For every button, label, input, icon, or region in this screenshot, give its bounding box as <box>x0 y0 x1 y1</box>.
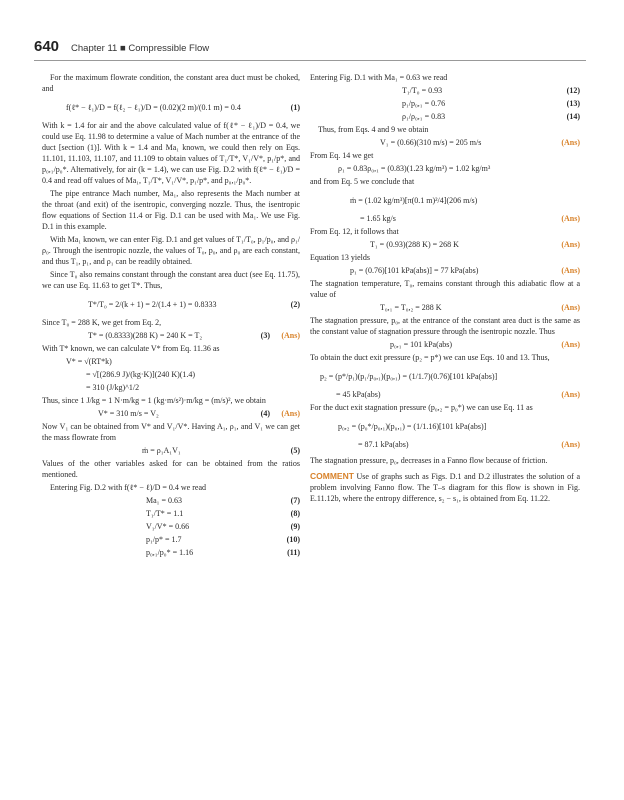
paragraph: To obtain the duct exit pressure (p₂ = p*) we can use Eqs. 10 and 13. Thus, <box>310 353 550 362</box>
equation-12: T₁/T₀ = 0.93 (12) <box>402 86 580 95</box>
equation-p2-result: = 45 kPa(abs) (Ans) <box>336 390 580 399</box>
paragraph: From Eq. 12, it follows that <box>310 227 399 236</box>
paragraph: and from Eq. 5 we conclude that <box>310 177 415 186</box>
paragraph: Thus, from Eqs. 4 and 9 we obtain <box>318 125 429 134</box>
equation-9: V₁/V* = 0.66 (9) <box>146 522 300 531</box>
equation-rho1: ρ₁ = 0.83ρ₀,₁ = (0.83)(1.23 kg/m³) = 1.02 kg/m³ <box>338 164 491 173</box>
equation-11: p₀,₁/p₀* = 1.16 (11) <box>146 548 300 557</box>
paragraph: Values of the other variables asked for can be obtained from the ratios mentioned. <box>42 459 300 479</box>
paragraph: The stagnation pressure, p₀, decreases in a Fanno flow because of friction. <box>310 456 548 465</box>
paragraph: With k = 1.4 for air and the above calculated value of f(ℓ* − ℓ₁)/D = 0.4, we could use Eq. 11.98 to determine a value of Mach number at the entrance of the duct [section (1)]. With k = 1.4 and Ma₁ known, we could then rely on Eqs. 11.101, 11.103, 11.107, and 11.109 to obtain values of T₁/T*, V₁/V*, p₁/p*, and p₀,₁/p₀*. Alternatively, for air (k = 1.4), we can use Fig. D.2 with f(ℓ* − ℓ₁)/D = 0.4 and read off values of Ma₁, T₁/T*, V₁/V*, p₁/p*, and p₀,₁/p₀*. <box>42 121 300 185</box>
page-number: 640 <box>34 38 60 55</box>
equation-p1: p₁ = (0.76)[101 kPa(abs)] = 77 kPa(abs) (Ans) <box>350 266 580 275</box>
equation-4c: = 310 (J/kg)^1/2 <box>86 383 140 392</box>
equation-10: p₁/p* = 1.7 (10) <box>146 535 300 544</box>
paragraph: With Ma₁ known, we can enter Fig. D.1 and get values of T₁/T₀, p₁/p₀, and ρ₁/ρ₀. Through the isentropic nozzle, the values of T₀, p₀, and ρ₀ are each constant, and thus T₁, p₁, and ρ₁ can be readily obtained. <box>42 235 300 266</box>
page-header <box>34 38 209 54</box>
equation-4a: V* = √(RT*k) <box>66 357 112 366</box>
equation-p02: p₀,₂ = (p₀*/p₀,₁)(p₀,₁) = (1/1.16)[101 kPa(abs)] <box>338 422 487 431</box>
equation-p01: p₀,₁ = 101 kPa(abs) (Ans) <box>390 340 580 349</box>
equation-t0: T₀,₁ = T₀,₂ = 288 K (Ans) <box>380 303 580 312</box>
equation-4b: = √[(286.9 J)/(kg·K)](240 K)(1.4) <box>86 370 196 379</box>
equation-mdot: ṁ = (1.02 kg/m³)[π(0.1 m)²/4](206 m/s) <box>350 196 478 205</box>
equation-2: T*/T₀ = 2/(k + 1) = 2/(1.4 + 1) = 0.8333 (2) <box>88 300 300 309</box>
paragraph: The stagnation temperature, T₀, remains constant through this adiabatic flow at a value of <box>310 279 580 299</box>
paragraph: The pipe entrance Mach number, Ma₁, also represents the Mach number at the throat (and exit) of the isentropic, converging nozzle. Thus, the isentropic flow equations of Section 11.4 or Fig. D.1 can be used with Ma₁. We use Fig. D.1 in this example. <box>42 189 300 231</box>
equation-6: ṁ = ρ₁A₁V₁ (5) <box>142 446 300 455</box>
header-divider <box>34 60 586 61</box>
paragraph: Entering Fig. D.2 with f(ℓ* − ℓ)/D = 0.4 we read <box>50 483 206 492</box>
equation-1: f(ℓ* − ℓ₁)/D = f(ℓ₂ − ℓ₁)/D = (0.02)(2 m)/(0.1 m) = 0.4 (1) <box>66 103 300 112</box>
equation-p2: p₂ = (p*/p₁)(p₁/p₀,₁)(p₀,₁) = (1/1.7)(0.76)[101 kPa(abs)] <box>320 372 498 381</box>
equation-t1: T₁ = (0.93)(288 K) = 268 K (Ans) <box>370 240 580 249</box>
paragraph: Since T₀ = 288 K, we get from Eq. 2, <box>42 318 162 327</box>
paragraph: Equation 13 yields <box>310 253 370 262</box>
comment-text: Use of graphs such as Figs. D.1 and D.2 illustrates the solution of a problem involving Fanno flow. The T–s diagram for this flow is shown in Fig. E.11.12b, where the entropy difference, s₂ − s₁, is obtained from Eq. 11.22. <box>310 472 580 503</box>
right-column <box>310 72 580 506</box>
paragraph: Thus, since 1 J/kg = 1 N·m/kg = 1 (kg·m/s²)·m/kg = (m/s)², we obtain <box>42 396 266 405</box>
equation-mdot-result: = 1.65 kg/s (Ans) <box>360 214 580 223</box>
chapter-title: Chapter 11 ■ Compressible Flow <box>71 43 210 54</box>
equation-p02-result: = 87.1 kPa(abs) (Ans) <box>358 440 580 449</box>
equation-13: p₁/p₀,₁ = 0.76 (13) <box>402 99 580 108</box>
paragraph: Now V₁ can be obtained from V* and V₁/V*. Having A₁, ρ₁, and V₁ we can get the mass flowrate from <box>42 422 300 442</box>
equation-5: V* = 310 m/s = V₂ (4) (Ans) <box>98 409 300 418</box>
paragraph: For the maximum flowrate condition, the constant area duct must be choked, and <box>42 73 300 93</box>
paragraph: Since T₀ also remains constant through the constant area duct (see Eq. 11.75), we can use Eq. 11.63 to get T*. Thus, <box>42 270 300 290</box>
comment-paragraph <box>310 471 580 504</box>
paragraph: With T* known, we can calculate V* from Eq. 11.36 as <box>42 344 220 353</box>
equation-8: T₁/T* = 1.1 (8) <box>146 509 300 518</box>
equation-3: T* = (0.8333)(288 K) = 240 K = T₂ (3) (Ans) <box>88 331 300 340</box>
left-column <box>42 72 300 560</box>
paragraph: For the duct exit stagnation pressure (p₀,₂ = p₀*) we can use Eq. 11 as <box>310 403 533 412</box>
paragraph: Entering Fig. D.1 with Ma₁ = 0.63 we read <box>310 73 448 82</box>
paragraph: The stagnation pressure, p₀, at the entrance of the constant area duct is the same as the constant value of stagnation pressure through the isentropic nozzle. Thus <box>310 316 580 336</box>
comment-label: COMMENT <box>310 471 354 481</box>
equation-7: Ma₁ = 0.63 (7) <box>146 496 300 505</box>
equation-v1: V₁ = (0.66)(310 m/s) = 205 m/s (Ans) <box>380 138 580 147</box>
paragraph: From Eq. 14 we get <box>310 151 374 160</box>
equation-14: ρ₁/ρ₀,₁ = 0.83 (14) <box>402 112 580 121</box>
